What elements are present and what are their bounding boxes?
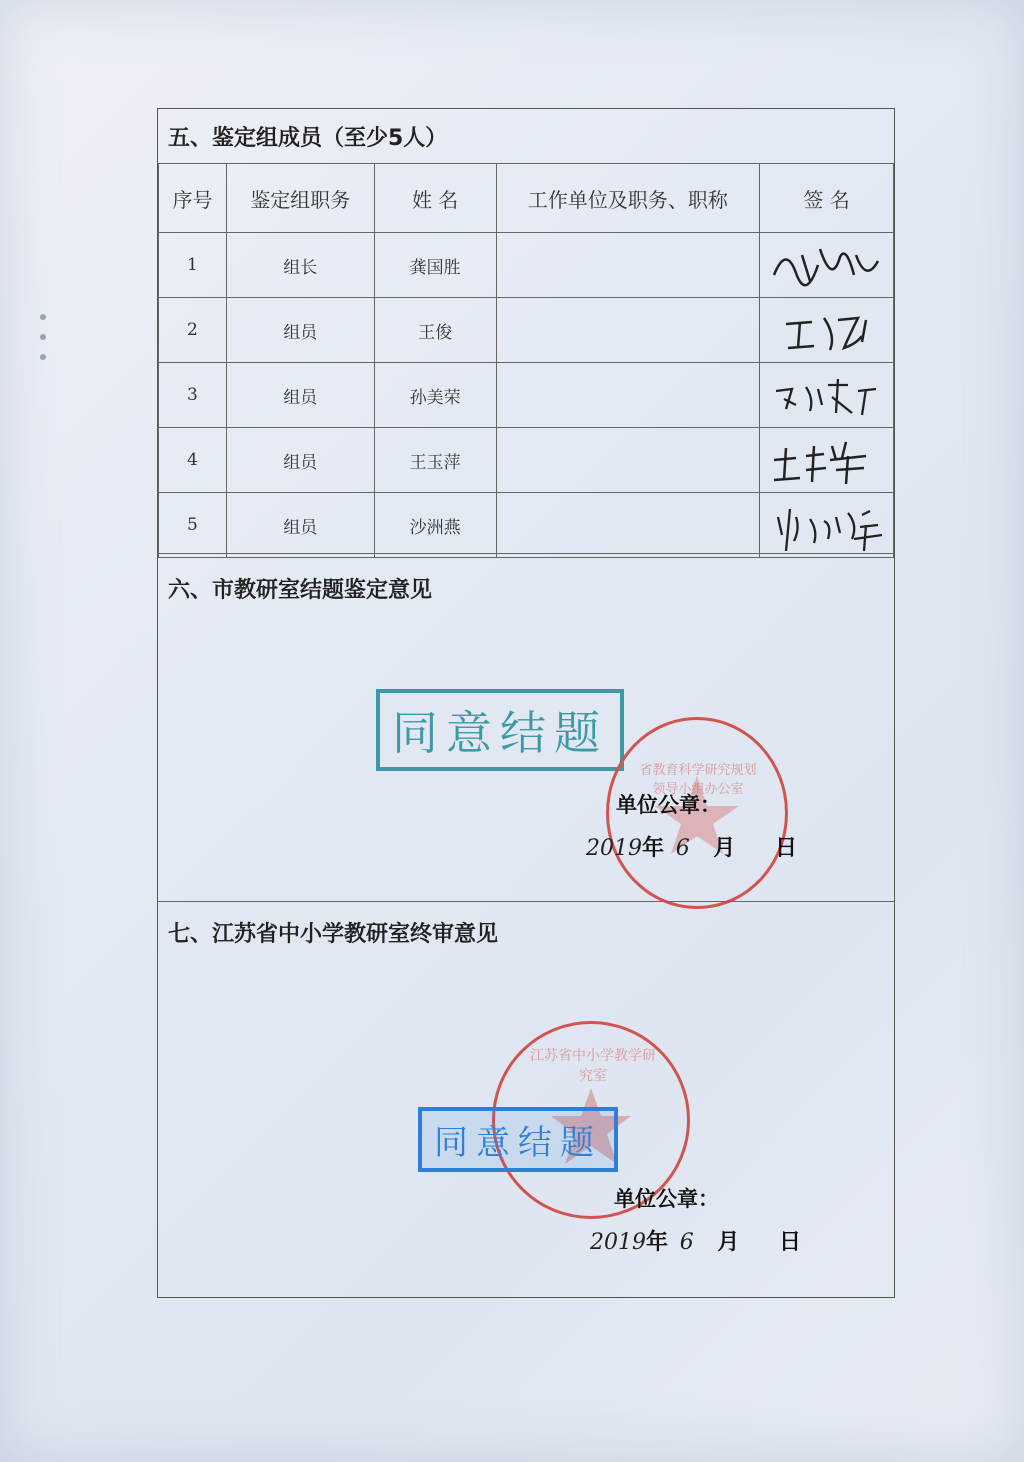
row-index: 2 bbox=[159, 298, 227, 363]
section7-title: 七、江苏省中小学教研室终审意见 bbox=[168, 922, 499, 947]
review-form bbox=[157, 108, 895, 1298]
row-name: 沙洲燕 bbox=[374, 493, 496, 558]
row-role: 组员 bbox=[226, 493, 374, 558]
date-year-char: 年 bbox=[642, 836, 665, 861]
date-month-char: 月 bbox=[717, 1230, 740, 1255]
date-year-char: 年 bbox=[646, 1230, 669, 1255]
approval-stamp: 同意结题 bbox=[376, 689, 624, 771]
date-month: 6 bbox=[675, 836, 690, 861]
row-role: 组员 bbox=[226, 298, 374, 363]
table-row bbox=[159, 233, 894, 298]
row-unit bbox=[496, 493, 760, 558]
members-table bbox=[158, 163, 894, 558]
row-name: 龚国胜 bbox=[374, 233, 496, 298]
handwritten-signature bbox=[766, 495, 890, 559]
row-unit bbox=[496, 233, 760, 298]
date-day-char: 日 bbox=[775, 836, 798, 861]
row-role: 组长 bbox=[226, 233, 374, 298]
header-unit: 工作单位及职务、职称 bbox=[496, 164, 760, 233]
header-role: 鉴定组职务 bbox=[226, 164, 374, 233]
table-row bbox=[159, 493, 894, 558]
row-index: 5 bbox=[159, 493, 227, 558]
row-index: 3 bbox=[159, 363, 227, 428]
row-unit bbox=[496, 298, 760, 363]
row-name: 王玉萍 bbox=[374, 428, 496, 493]
seal-text: 江苏省中小学教学研究室 bbox=[530, 1048, 656, 1084]
handwritten-signature bbox=[766, 365, 886, 425]
row-signature bbox=[760, 428, 894, 493]
binding-hole bbox=[40, 334, 46, 340]
row-name: 王俊 bbox=[374, 298, 496, 363]
header-name: 姓 名 bbox=[374, 164, 496, 233]
seal-label: 单位公章： bbox=[614, 1187, 719, 1211]
date-month: 6 bbox=[679, 1230, 694, 1255]
row-signature bbox=[760, 298, 894, 363]
seal-label: 单位公章： bbox=[616, 793, 721, 817]
row-role: 组员 bbox=[226, 363, 374, 428]
date-line bbox=[590, 1225, 801, 1256]
section-divider bbox=[158, 901, 894, 902]
approval-stamp: 同意结题 bbox=[418, 1107, 618, 1172]
date-day-char: 日 bbox=[779, 1230, 802, 1255]
date-month-char: 月 bbox=[713, 836, 736, 861]
row-index: 1 bbox=[159, 233, 227, 298]
binding-hole bbox=[40, 354, 46, 360]
row-signature bbox=[760, 233, 894, 298]
handwritten-signature bbox=[766, 235, 886, 295]
table-row bbox=[159, 298, 894, 363]
section-divider bbox=[158, 553, 894, 554]
handwritten-signature bbox=[766, 430, 886, 490]
section6-title: 六、市教研室结题鉴定意见 bbox=[168, 578, 433, 603]
row-role: 组员 bbox=[226, 428, 374, 493]
date-year: 2019 bbox=[590, 1230, 646, 1255]
row-signature bbox=[760, 363, 894, 428]
binding-holes bbox=[40, 300, 52, 380]
row-unit bbox=[496, 363, 760, 428]
table-row bbox=[159, 428, 894, 493]
row-name: 孙美荣 bbox=[374, 363, 496, 428]
date-line bbox=[586, 831, 797, 862]
section5-title: 五、鉴定组成员（至少5人） bbox=[168, 126, 448, 151]
header-signature: 签 名 bbox=[760, 164, 894, 233]
row-signature bbox=[760, 493, 894, 558]
row-index: 4 bbox=[159, 428, 227, 493]
row-unit bbox=[496, 428, 760, 493]
handwritten-signature bbox=[766, 300, 886, 360]
date-year: 2019 bbox=[586, 836, 642, 861]
table-row bbox=[159, 363, 894, 428]
members-header-row bbox=[159, 164, 894, 233]
binding-hole bbox=[40, 314, 46, 320]
seal-text: 省教育科学研究规划领导小组办公室 bbox=[639, 763, 757, 797]
header-index: 序号 bbox=[159, 164, 227, 233]
